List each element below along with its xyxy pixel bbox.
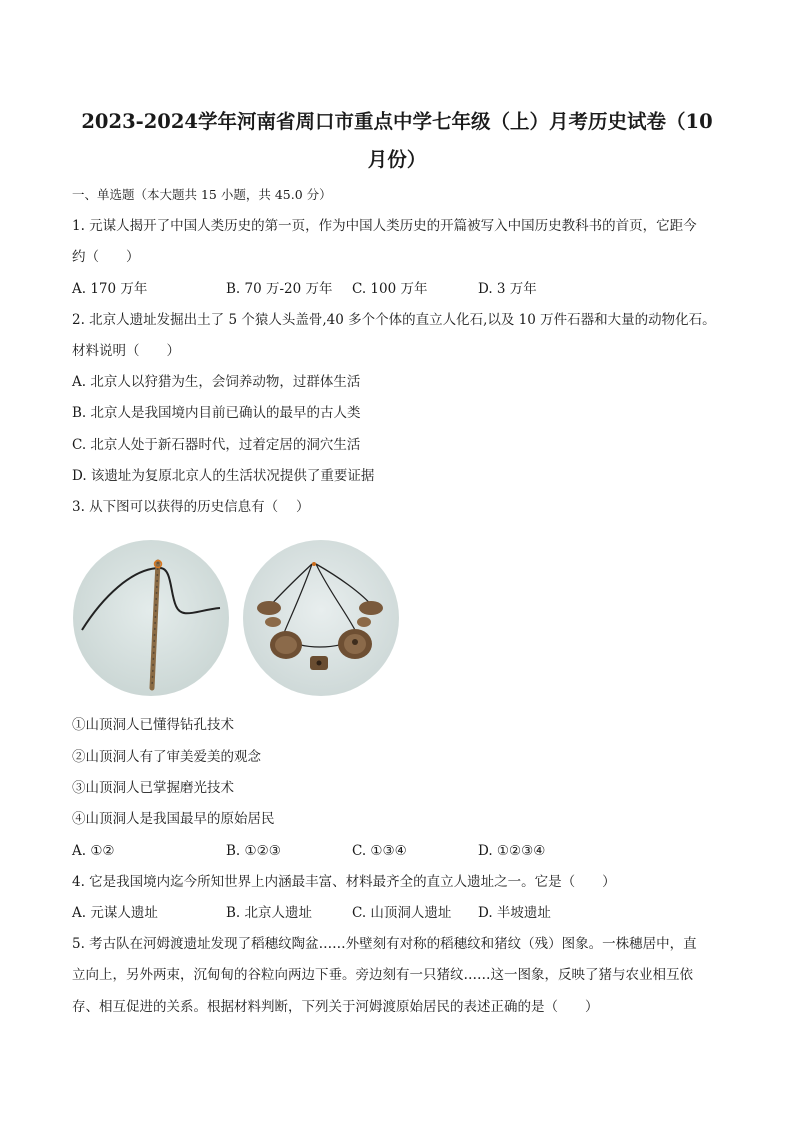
question-5-line-1: 5. 考古队在河姆渡遗址发现了稻穗纹陶盆……外壁刻有对称的稻穗纹和猪纹（残）图象。一株穗居中，直 — [72, 936, 697, 952]
question-4-stem: 4. 它是我国境内迄今所知世界上内涵最丰富、材料最齐全的直立人遗址之一。它是（ ） — [72, 874, 616, 890]
q1-option-d: D. 3 万年 — [478, 281, 537, 297]
question-1-stem-cont: 约（ ） — [72, 249, 140, 265]
q3-option-b: B. ①②③ — [226, 843, 281, 859]
q2-option-a: A. 北京人以狩猎为生，会饲养动物，过群体生活 — [72, 374, 361, 390]
q3-statement-2: ②山顶洞人有了审美爱美的观念 — [72, 749, 261, 765]
exam-title — [60, 103, 734, 179]
question-1-stem: 1. 元谋人揭开了中国人类历史的第一页，作为中国人类历史的开篇被写入中国历史教科书的首页，它距今 — [72, 218, 697, 234]
q3-statement-3: ③山顶洞人已掌握磨光技术 — [72, 780, 234, 796]
q4-option-d: D. 半坡遗址 — [478, 905, 551, 921]
q3-option-c: C. ①③④ — [352, 843, 407, 859]
q3-option-d: D. ①②③④ — [478, 843, 546, 859]
question-5-line-3: 存、相互促进的关系。根据材料判断，下列关于河姆渡原始居民的表述正确的是（ ） — [72, 999, 599, 1015]
q2-option-c: C. 北京人处于新石器时代，过着定居的洞穴生活 — [72, 437, 361, 453]
q3-statement-4: ④山顶洞人是我国最早的原始居民 — [72, 811, 275, 827]
question-2-stem: 2. 北京人遗址发掘出土了 5 个猿人头盖骨,40 多个个体的直立人化石,以及 10 万件石器和大量的动物化石。 — [72, 312, 716, 328]
q4-option-a: A. 元谋人遗址 — [72, 905, 158, 921]
shell-necklace-image — [242, 538, 400, 698]
bone-needle-image — [72, 538, 230, 698]
q2-option-d: D. 该遗址为复原北京人的生活状况提供了重要证据 — [72, 468, 375, 484]
q1-option-b: B. 70 万-20 万年 — [226, 281, 333, 297]
q4-option-b: B. 北京人遗址 — [226, 905, 313, 921]
section-heading: 一、单选题（本大题共 15 小题，共 45.0 分） — [72, 187, 332, 202]
question-3-stem: 3. 从下图可以获得的历史信息有（ ） — [72, 499, 310, 515]
q3-option-a: A. ①② — [72, 843, 115, 859]
artifact-figure — [72, 532, 402, 700]
question-5-line-2: 立向上，另外两束，沉甸甸的谷粒向两边下垂。旁边刻有一只猪纹……这一图象，反映了猪与农业相互依 — [72, 967, 693, 983]
title-line-2: 月份） — [367, 148, 427, 171]
q1-option-a: A. 170 万年 — [72, 281, 148, 297]
q2-option-b: B. 北京人是我国境内目前已确认的最早的古人类 — [72, 405, 361, 421]
q3-statement-1: ①山顶洞人已懂得钻孔技术 — [72, 717, 234, 733]
q1-option-c: C. 100 万年 — [352, 281, 428, 297]
title-line-1: 2023-2024学年河南省周口市重点中学七年级（上）月考历史试卷（10 — [81, 110, 713, 133]
question-2-stem-cont: 材料说明（ ） — [72, 343, 180, 359]
q4-option-c: C. 山顶洞人遗址 — [352, 905, 452, 921]
